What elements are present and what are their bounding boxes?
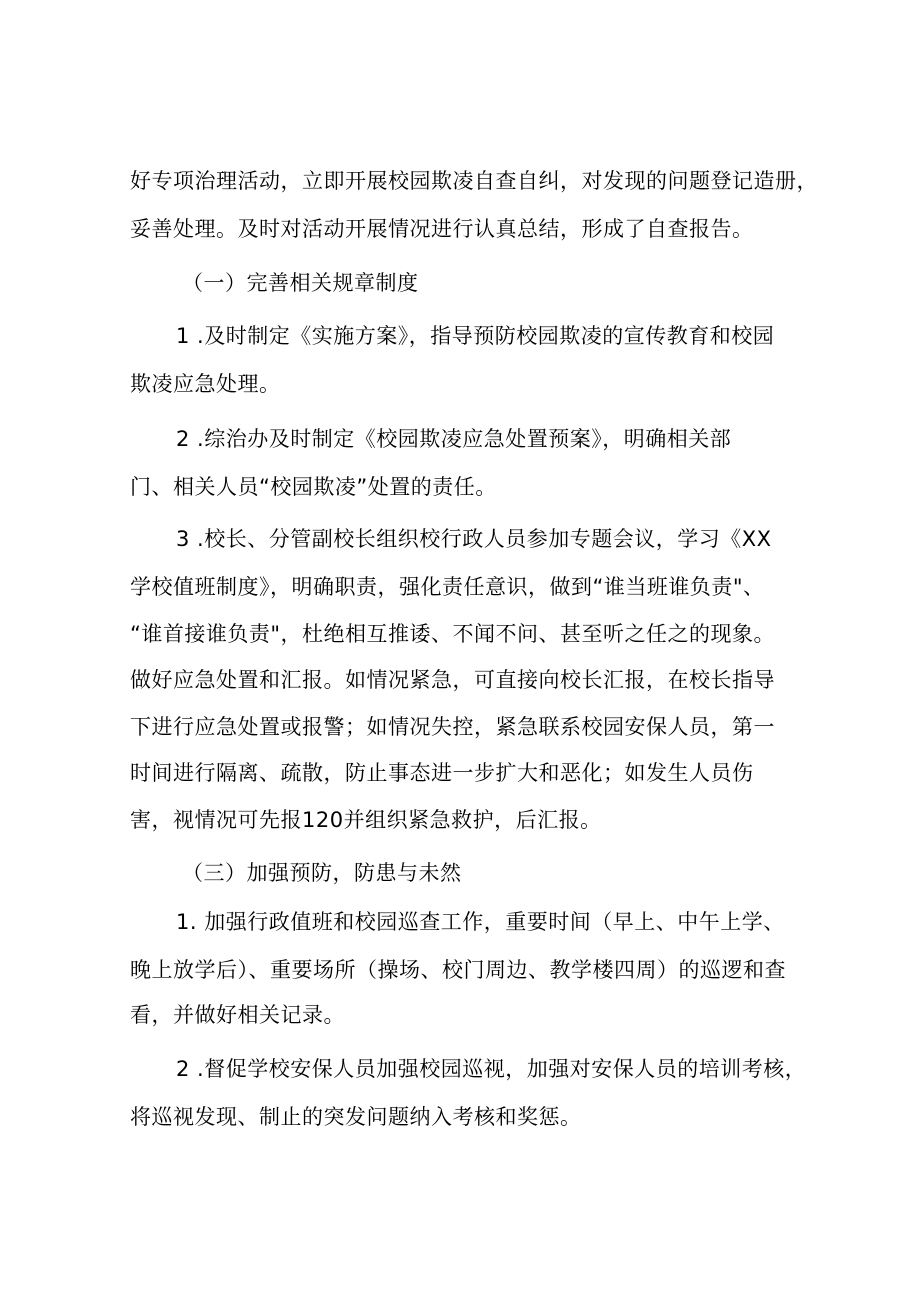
section-heading-1: （一）完善相关规章制度 [182, 271, 419, 295]
body-line-4: 1 .及时制定《实施方案》，指导预防校园欺凌的宣传教育和校园 [176, 324, 775, 348]
body-line-5: 欺凌应急处理。 [130, 372, 281, 396]
body-line-12: 下进行应急处置或报警；如情况失控，紧急联系校园安保人员，第一 [130, 715, 775, 739]
body-line-6: 2 .综治办及时制定《校园欺凌应急处置预案》，明确相关部 [176, 427, 732, 451]
body-line-20: 将巡视发现、制止的突发问题纳入考核和奖惩。 [130, 1105, 582, 1129]
body-line-11: 做好应急处置和汇报。如情况紧急，可直接向校长汇报，在校长指导 [130, 668, 775, 692]
body-line-14: 害，视情况可先报120并组织紧急救护，后汇报。 [130, 808, 602, 832]
body-line-8: 3 .校长、分管副校长组织校行政人员参加专题会议，学习《XX [176, 527, 772, 551]
body-line-7: 门、相关人员“校园欺凌”处置的责任。 [130, 475, 497, 499]
body-line-10: “谁首接谁负责"，杜绝相互推诿、不闻不问、甚至听之任之的现象。 [130, 622, 776, 646]
body-line-13: 时间进行隔离、疏散，防止事态进一步扩大和恶化；如发生人员伤 [130, 761, 754, 785]
body-line-9: 学校值班制度》，明确职责，强化责任意识，做到“谁当班谁负责"、 [130, 575, 765, 599]
body-line-17: 晚上放学后）、重要场所（操场、校门周边、教学楼四周）的巡逻和查 [130, 958, 786, 982]
body-line-18: 看，并做好相关记录。 [130, 1003, 345, 1027]
body-line-19: 2 .督促学校安保人员加强校园巡视，加强对安保人员的培训考核， [176, 1057, 807, 1081]
body-line-2: 妥善处理。及时对活动开展情况进行认真总结，形成了自查报告。 [130, 217, 754, 241]
body-line-16: 1. 加强行政值班和校园巡查工作，重要时间（早上、中午上学、 [176, 910, 785, 934]
body-line-1: 好专项治理活动，立即开展校园欺凌自查自纠，对发现的问题登记造册， [130, 169, 818, 193]
section-heading-3: （三）加强预防，防患与未然 [182, 861, 462, 885]
